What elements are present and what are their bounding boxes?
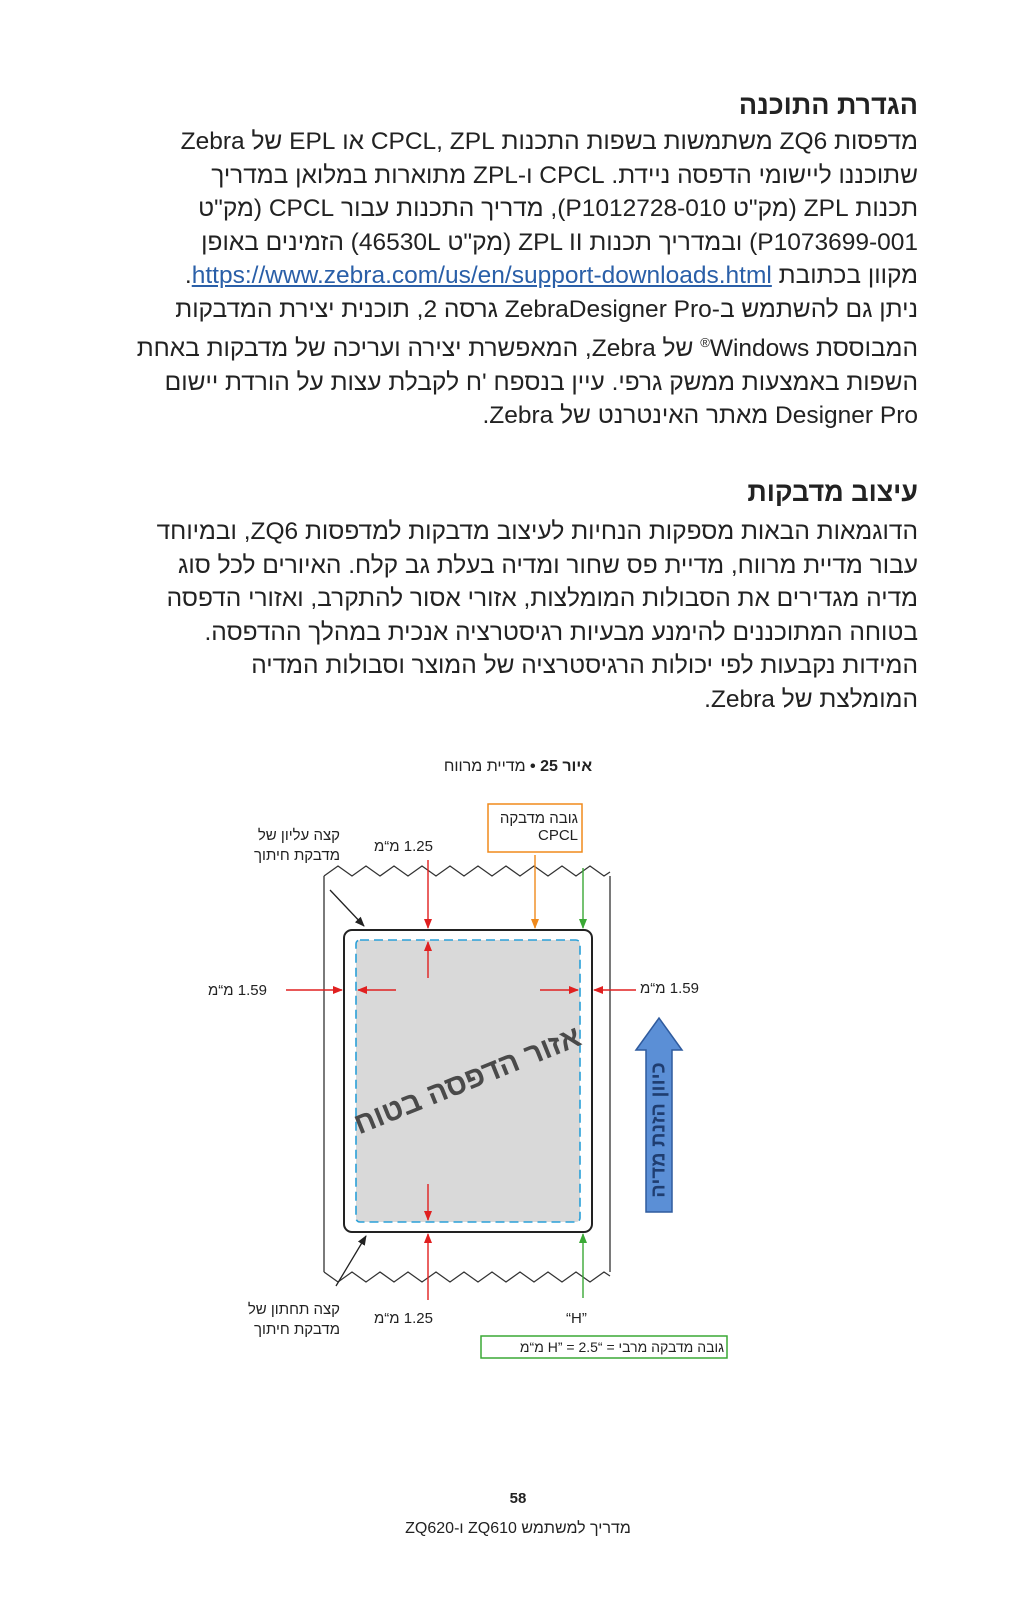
- cpcl-box-line: גובה מדבקה: [499, 810, 578, 827]
- left-margin-label: 1.59 מ“מ: [208, 982, 267, 999]
- text-line: שתוכננו ליישומי הדפסה ניידת. CPCL ו-ZPL מתוארות במלואן במדריך: [211, 161, 918, 189]
- figure-title: מדיית מרווח: [443, 758, 526, 775]
- feed-direction-label: כיוון הזנת מדיה: [647, 1062, 670, 1198]
- safe-area-label: אזור הדפסה בטוח: [349, 1019, 586, 1142]
- text-fragment: מקוון בכתובת: [778, 262, 918, 289]
- h-label: “H”: [566, 1310, 587, 1327]
- media-top-tear-edge: [324, 866, 610, 876]
- text-line: בטוחה המתוכננים להימנע מבעיות רגיסטרציה אנכית במהלך ההדפסה.: [204, 618, 918, 646]
- text-line-with-link: מקוון בכתובת https://www.zebra.com/us/en/support-downloads.html.: [184, 262, 918, 289]
- registered-mark: ®: [700, 335, 710, 350]
- media-bottom-tear-edge: [324, 1272, 610, 1282]
- text-line: ניתן גם להשתמש ב-ZebraDesigner Pro גרסה 2, תוכנית יצירת המדבקות: [175, 295, 918, 323]
- text-line: השפות באמצעות ממשק גרפי. עיין בנספח 'ח לקבלת עצות על הורדת יישום: [164, 368, 918, 396]
- text-line: P1073699-001) ובמדריך תכנות ZPL II (מק"ט 46530L) הזמינים באופן: [201, 228, 918, 256]
- top-edge-leader: [330, 890, 364, 926]
- page-number: 58: [509, 1490, 527, 1507]
- text-line: עבור מדיית מרווח, מדיית פס שחור ומדיה בעלת גב קלח. האיורים לכל סוג: [177, 551, 918, 579]
- top-margin-label: 1.25 מ“מ: [374, 838, 433, 855]
- top-edge-line: מדבקת חיתוך: [254, 847, 340, 864]
- footer-title: מדריך למשתמש ZQ610 ו-ZQ620: [405, 1520, 631, 1537]
- bottom-edge-line: קצה תחתון של: [247, 1301, 340, 1318]
- bottom-margin-label: 1.25 מ“מ: [374, 1310, 433, 1327]
- text-line: המומלצת של Zebra.: [704, 685, 918, 713]
- text-line: תכנות ZPL (מק"ט P1012728-010), מדריך התכנות עבור CPCL (מק"ט: [198, 195, 918, 222]
- support-downloads-link[interactable]: https://www.zebra.com/us/en/support-downloads.html: [191, 262, 772, 289]
- right-margin-label: 1.59 מ“מ: [640, 980, 699, 997]
- text-fragment: המבוססת Windows: [709, 335, 918, 363]
- text-line: מדפסות ZQ6 משתמשות בשפות התכנות CPCL, ZPL או EPL של Zebra: [180, 128, 918, 155]
- section-title-label-design: עיצוב מדבקות: [747, 477, 918, 507]
- figure-number: איור 25 •: [530, 758, 593, 775]
- text-line: המידות נקבעות לפי יכולות הרגיסטרציה של המוצר וסבולות המדיה: [251, 652, 918, 679]
- cpcl-box-label: [490, 810, 578, 844]
- text-line: Designer Pro מאתר האינטרנט של Zebra.: [482, 402, 918, 430]
- cpcl-box-line: CPCL: [537, 827, 578, 844]
- text-line: מדיה מגדירים את הסבולות המומלצות, אזורי אסור להתקרב, ואזורי הדפסה: [166, 585, 918, 612]
- top-edge-label: [215, 826, 340, 866]
- text-fragment: של Zebra, המאפשרת יצירה ועריכה של מדבקות באחת: [136, 335, 694, 363]
- bottom-edge-label: [215, 1300, 340, 1340]
- top-edge-line: קצה עליון של: [257, 827, 340, 844]
- bottom-edge-line: מדבקת חיתוך: [254, 1321, 340, 1338]
- text-line: הדוגמאות הבאות מספקות הנחיות לעיצוב מדבקות למדפסות ZQ6, ובמיוחד: [156, 518, 918, 545]
- min-height-label: גובה מדבקה מרבי = “H” = 2.5 מ“מ: [519, 1339, 724, 1355]
- section-title-software-setup: הגדרת התוכנה: [738, 90, 918, 120]
